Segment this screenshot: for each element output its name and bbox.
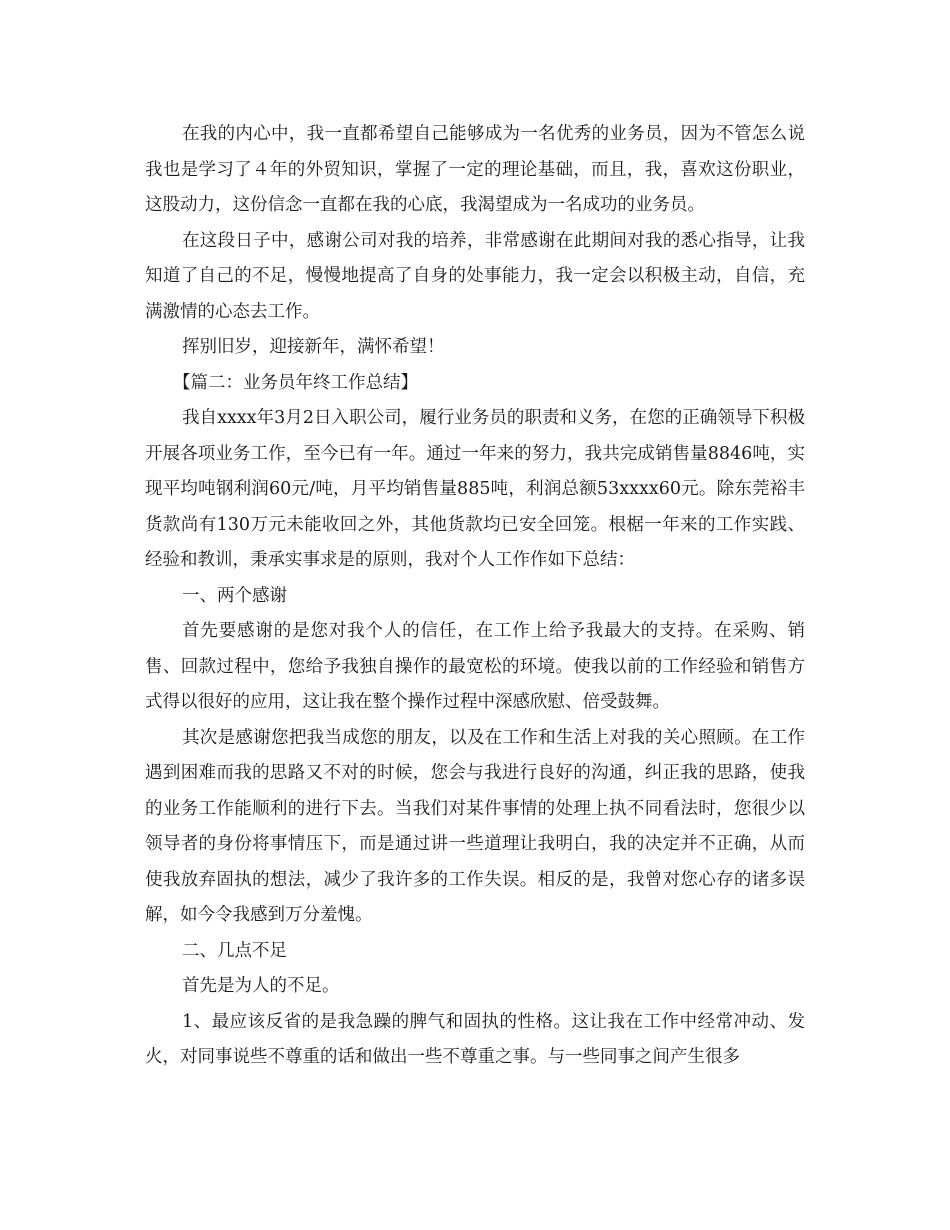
heading-two-thanks: 一、两个感谢 [182,585,287,606]
paragraph-farewell: 挥别旧岁，迎接新年，满怀希望！ [182,337,445,357]
document-body [145,117,805,1076]
paragraph-personal-shortcoming: 首先是为人的不足。 [182,976,340,996]
section-title-part-two: 【篇二：业务员年终工作总结】 [173,372,418,393]
paragraph-summary-intro: 我自xxxx年3月2日入职公司，履行业务员的职责和义务，在您的正确领导下积极开展各项业务工作，至今已有一年。通过一年来的努力，我共完成销售量8846吨，实现平均吨钢利润60元/吨，月平均销售量885吨，利润总额53xxxx60元。除东莞裕丰货款尚有130万元未能收回之外，其他货款均已安全回笼。根椐一年来的工作实践、经验和教训，秉承实事求是的原则，我对个人工作作如下总结： [145,408,805,570]
paragraph-first-thanks: 首先要感谢的是您对我个人的信任，在工作上给予我最大的支持。在采购、销售、回款过程中，您给予我独自操作的最宽松的环境。使我以前的工作经验和销售方式得以很好的应用，这让我在整个操作过程中深感欣慰、倍受鼓舞。 [145,621,805,712]
heading-shortcomings: 二、几点不足 [182,940,287,961]
paragraph-second-thanks: 其次是感谢您把我当成您的朋友，以及在工作和生活上对我的关心照顾。在工作遇到困难而我的思路又不对的时候，您会与我进行良好的沟通，纠正我的思路，使我的业务工作能顺利的进行下去。当我们对某件事情的处理上执不同看法时，您很少以领导者的身份将事情压下，而是通过讲一些道理让我明白，我的决定并不正确，从而使我放弃固执的想法，减少了我许多的工作失误。相反的是，我曾对您心存的诸多误解，如今令我感到万分羞愧。 [145,727,805,925]
paragraph-aspiration: 在我的内心中，我一直都希望自己能够成为一名优秀的业务员，因为不管怎么说我也是学习了４年的外贸知识，掌握了一定的理论基础，而且，我，喜欢这份职业，这股动力，这份信念一直都在我的心底，我渴望成为一名成功的业务员。 [145,124,805,215]
paragraph-gratitude-company: 在这段日子中，感谢公司对我的培养，非常感谢在此期间对我的悉心指导，让我知道了自己的不足，慢慢地提高了自身的处事能力，我一定会以积极主动，自信，充满激情的心态去工作。 [145,230,805,322]
paragraph-temper: 1、最应该反省的是我急躁的脾气和固执的性格。这让我在工作中经常冲动、发火，对同事说些不尊重的话和做出一些不尊重之事。与一些同事之间产生很多 [145,1011,805,1067]
